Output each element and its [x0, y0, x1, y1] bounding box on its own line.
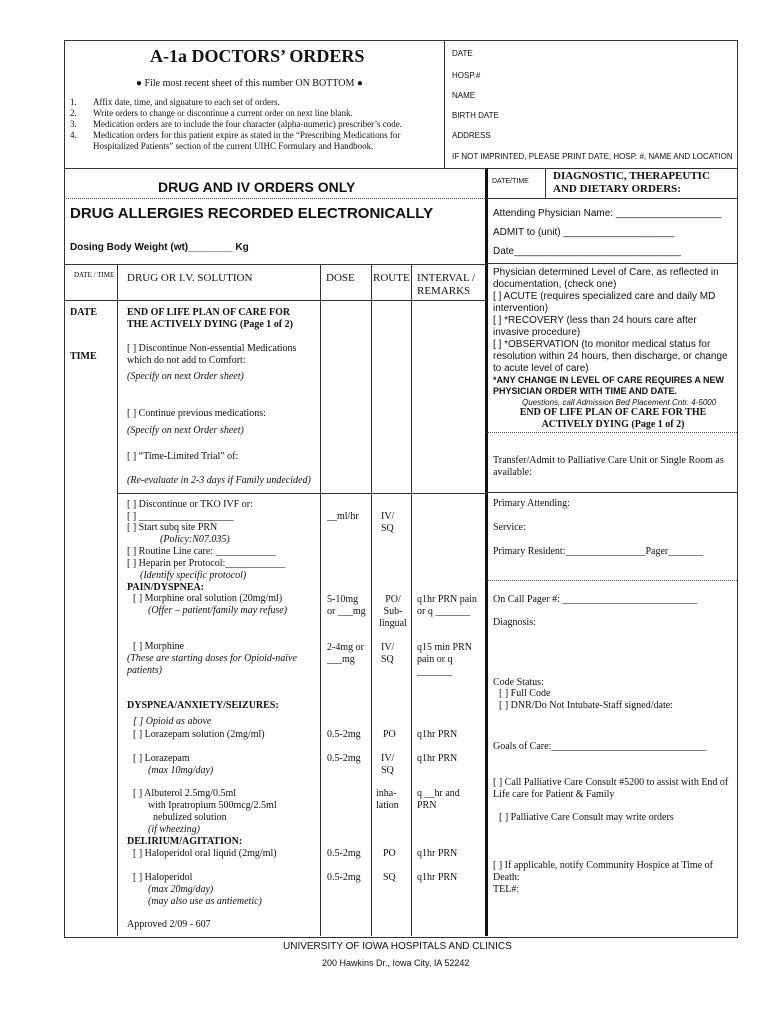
institution-name: UNIVERSITY OF IOWA HOSPITALS AND CLINICS [283, 941, 512, 952]
col-divider-3 [371, 264, 372, 936]
table-header-top [64, 264, 485, 265]
haloperidol-checkbox[interactable]: [ ] Haloperidol [133, 872, 193, 883]
reevaluate-note: (Re-evaluate in 2-3 days if Family undecided) [127, 475, 311, 486]
delirium-heading: DELIRIUM/AGITATION: [127, 836, 243, 847]
discontinue-meds-checkbox[interactable]: [ ] Discontinue Non-essential Medications which do not add to Comfort: [127, 343, 297, 366]
right-date-field[interactable]: Date______________________________ [493, 246, 681, 257]
morphine-oral-dose: 5-10mg or ___mg [327, 594, 366, 617]
col-divider-2 [320, 264, 321, 936]
if-wheezing-note: (if wheezing) [148, 824, 200, 835]
morphine-route: IV/ SQ [381, 642, 395, 665]
albuterol-line-3: nebulized solution [153, 812, 227, 823]
col-divider-1 [117, 264, 118, 936]
col-dose-header: DOSE [326, 272, 355, 284]
plan-title-rule [486, 432, 737, 433]
identify-protocol-note: (Identify specific protocol) [140, 570, 247, 581]
hosp-number-field[interactable]: HOSP.# [452, 71, 481, 80]
morphine-checkbox[interactable]: [ ] Morphine [133, 641, 185, 652]
col-drug-header: DRUG OR I.V. SOLUTION [127, 272, 253, 284]
right-fields-rule [486, 263, 737, 264]
morphine-oral-interval: q1hr PRN pain or q _______ [417, 594, 477, 617]
resident-rule [486, 580, 737, 581]
max-20-note: (max 20mg/day) [148, 884, 214, 895]
instruction-4: Medication orders for this patient expire as stated in the “Prescribing Medications for Hospitalized Patients” section of the current UIHC Formulary and Handbook. [93, 130, 401, 151]
opioid-above-checkbox[interactable]: [ ] Opioid as above [133, 716, 212, 727]
heparin-checkbox[interactable]: [ ] Heparin per Protocol:____________ [127, 558, 286, 569]
morphine-oral-checkbox[interactable]: [ ] Morphine oral solution (20mg/ml) [133, 593, 283, 604]
col-divider-4 [411, 264, 412, 936]
attending-physician-field[interactable]: Attending Physician Name: ___________________ [493, 208, 722, 219]
observation-checkbox[interactable]: [ ] *OBSERVATION (to monitor medical status for resolution within 24 hours, then discharge, or change to acute level of care) [493, 339, 728, 374]
plan-title-left: END OF LIFE PLAN OF CARE FOR THE ACTIVELY DYING (Page 1 of 2) [127, 307, 293, 330]
full-code-checkbox[interactable]: [ ] Full Code [499, 688, 551, 699]
bullet-icon: ● [356, 78, 363, 89]
section-title-underline [64, 198, 485, 199]
continue-meds-checkbox[interactable]: [ ] Continue previous medications: [127, 408, 266, 419]
hospice-checkbox[interactable]: [ ] If applicable, notify Community Hospice at Time of Death: [493, 860, 713, 883]
haloperidol-route: SQ [383, 872, 396, 883]
haloperidol-oral-dose: 0.5-2mg [327, 848, 361, 859]
primary-resident-field[interactable]: Primary Resident:________________Pager_______ [493, 546, 704, 557]
iv-route: IV/ SQ [381, 511, 395, 534]
header-bottom-rule [64, 168, 737, 169]
opioid-naive-note: (These are starting doses for Opioid-naïve patients) [127, 653, 297, 676]
pain-heading: PAIN/DYSPNEA: [127, 582, 205, 593]
bullet-icon: ● [136, 78, 143, 89]
time-limited-checkbox[interactable]: [ ] “Time-Limited Trial” of: [127, 451, 239, 462]
haloperidol-oral-interval: q1hr PRN [417, 848, 458, 859]
table-header-bottom [64, 300, 485, 301]
specify-note-1: (Specify on next Order sheet) [127, 371, 244, 382]
imprint-note: IF NOT IMPRINTED, PLEASE PRINT DATE, HOSP. #, NAME AND LOCATION [452, 152, 733, 161]
palliative-consult-checkbox[interactable]: [ ] Call Palliative Care Consult #5200 to assist with End of Life care for Patient & Family [493, 777, 729, 800]
morphine-interval: q15 min PRN pain or q _______ [417, 642, 473, 677]
form-title: A-1a DOCTORS’ ORDERS [150, 46, 365, 66]
header-divider [444, 40, 445, 168]
primary-attending-field[interactable]: Primary Attending: [493, 498, 570, 509]
albuterol-checkbox[interactable]: [ ] Albuterol 2.5mg/0.5ml [133, 788, 237, 799]
acute-checkbox[interactable]: [ ] ACUTE (requires specialized care and daily MD intervention) [493, 291, 716, 314]
right-title: DIAGNOSTIC, THERAPEUTIC AND DIETARY ORDERS: [553, 170, 710, 195]
file-note [136, 78, 363, 90]
col-interval-header: INTERVAL / REMARKS [417, 272, 476, 297]
instruction-num-3: 3. [70, 119, 77, 129]
plan-title-right: END OF LIFE PLAN OF CARE FOR THE ACTIVELY DYING (Page 1 of 2) [519, 407, 707, 430]
recovery-checkbox[interactable]: [ ] *RECOVERY (less than 24 hours care after invasive procedure) [493, 315, 697, 338]
section-title: DRUG AND IV ORDERS ONLY [158, 179, 356, 195]
level-care-text: Physician determined Level of Care, as reflected in documentation, (check one) [493, 267, 719, 290]
allergies-heading: DRUG ALLERGIES RECORDED ELECTRONICALLY [70, 205, 434, 222]
dosing-weight[interactable]: Dosing Body Weight (wt)________ Kg [70, 242, 249, 253]
haloperidol-oral-route: PO [383, 848, 396, 859]
instruction-num-2: 2. [70, 108, 77, 118]
on-call-pager-field[interactable]: On Call Pager #: ___________________________ [493, 594, 698, 605]
date-field[interactable]: DATE [452, 49, 473, 58]
lorazepam-dose: 0.5-2mg [327, 753, 361, 764]
instruction-3: Medication orders are to include the four character (alpha-numeric) prescriber’s code. [93, 119, 402, 129]
lorazepam-sol-checkbox[interactable]: [ ] Lorazepam solution (2mg/ml) [133, 729, 265, 740]
dnr-checkbox[interactable]: [ ] DNR/Do Not Intubate-Staff signed/date: [499, 700, 673, 711]
center-divider [485, 168, 488, 936]
start-subq-checkbox[interactable]: [ ] Start subq site PRN [127, 522, 218, 533]
lorazepam-sol-dose: 0.5-2mg [327, 729, 361, 740]
file-note-text: File most recent sheet of this number ON BOTTOM [144, 78, 355, 89]
albuterol-route: inha- lation [376, 788, 399, 811]
right-col-datetime: DATE/TIME [492, 178, 529, 185]
right-title-divider [545, 168, 546, 198]
name-field[interactable]: NAME [452, 91, 476, 100]
max-10-note: (max 10mg/day) [148, 765, 214, 776]
date-label: DATE [70, 307, 98, 318]
service-field[interactable]: Service: [493, 522, 526, 533]
iv-blank-checkbox[interactable]: [ ] ___________________ [127, 511, 234, 522]
routine-line-care-checkbox[interactable]: [ ] Routine Line care: ____________ [127, 546, 276, 557]
dyspnea-heading: DYSPNEA/ANXIETY/SEIZURES: [127, 700, 279, 711]
approved-note: Approved 2/09 - 607 [127, 919, 211, 930]
address-field[interactable]: ADDRESS [452, 131, 491, 140]
offer-note: (Offer – patient/family may refuse) [148, 605, 288, 616]
haloperidol-oral-checkbox[interactable]: [ ] Haloperidol oral liquid (2mg/ml) [133, 848, 277, 859]
iv-section-rule [117, 493, 485, 494]
haloperidol-dose: 0.5-2mg [327, 872, 361, 883]
any-change-note: *ANY CHANGE IN LEVEL OF CARE REQUIRES A NEW PHYSICIAN ORDER WITH TIME AND DATE. [493, 375, 725, 396]
goals-of-care-field[interactable]: Goals of Care:_______________________________ [493, 741, 707, 752]
palliative-write-checkbox[interactable]: [ ] Palliative Care Consult may write orders [499, 812, 674, 823]
specify-note-2: (Specify on next Order sheet) [127, 425, 244, 436]
policy-note: (Policy:N07.035) [160, 534, 230, 545]
instruction-num-4: 4. [70, 130, 77, 140]
transfer-text: Transfer/Admit to Palliative Care Unit or Single Room as available: [493, 455, 724, 478]
albuterol-line-2: with Ipratropium 500mcg/2.5ml [148, 800, 277, 811]
iv-dose: __ml/hr [327, 511, 359, 522]
instruction-1: Affix date, time, and signature to each set of orders. [93, 97, 280, 107]
time-label: TIME [70, 351, 97, 362]
lorazepam-sol-interval: q1hr PRN [417, 729, 458, 740]
right-title-rule [486, 198, 737, 199]
diagnosis-field[interactable]: Diagnosis: [493, 617, 536, 628]
instruction-2: Write orders to change or discontinue a current order on next line blank. [93, 108, 353, 118]
lorazepam-sol-route: PO [383, 729, 396, 740]
instruction-num-1: 1. [70, 97, 77, 107]
lorazepam-checkbox[interactable]: [ ] Lorazepam [133, 753, 190, 764]
morphine-dose: 2-4mg or ___mg [327, 642, 364, 665]
tel-field[interactable]: TEL#: [493, 884, 520, 895]
col-datetime-header: DATE / TIME [74, 271, 115, 279]
transfer-rule [486, 492, 737, 493]
morphine-oral-route: PO/ Sub- lingual [379, 594, 407, 629]
code-status-label: Code Status: [493, 677, 544, 688]
discontinue-ivf-checkbox[interactable]: [ ] Discontinue or TKO IVF or: [127, 499, 253, 510]
haloperidol-interval: q1hr PRN [417, 872, 458, 883]
lorazepam-route: IV/ SQ [381, 753, 395, 776]
antiemetic-note: (may also use as antiemetic) [148, 896, 262, 907]
admit-unit-field[interactable]: ADMIT to (unit) ____________________ [493, 227, 675, 238]
lorazepam-interval: q1hr PRN [417, 753, 458, 764]
institution-address: 200 Hawkins Dr., Iowa City, IA 52242 [322, 958, 470, 968]
albuterol-interval: q __hr and PRN [417, 788, 460, 811]
birth-date-field[interactable]: BIRTH DATE [452, 111, 499, 120]
questions-note: Questions, call Admission Bed Placement Cntr. 4-5000 [522, 398, 717, 407]
col-route-header: ROUTE [373, 272, 410, 284]
